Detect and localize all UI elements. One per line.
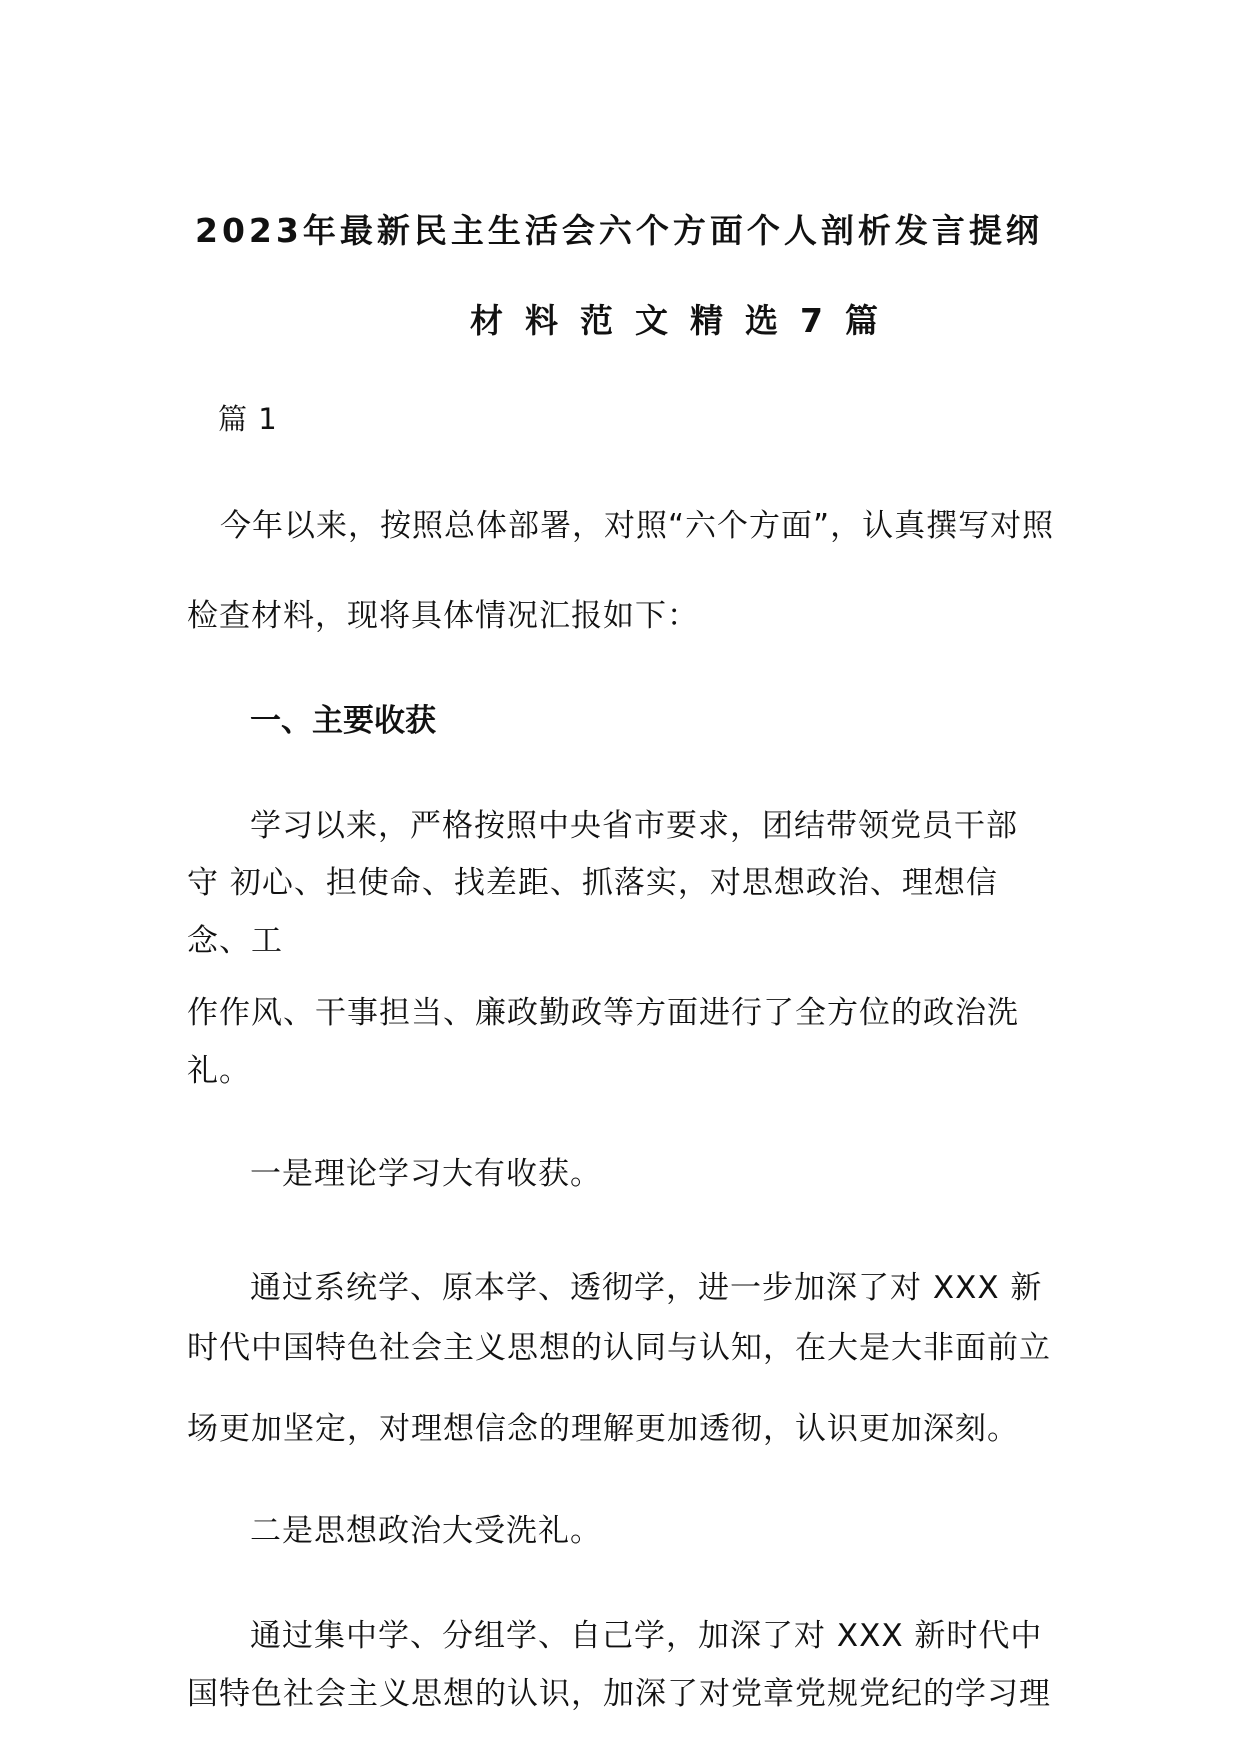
intro-line-2: 检查材料，现将具体情况汇报如下： bbox=[187, 598, 699, 634]
para3-line-2: 国特色社会主义思想的认识，加深了对党章党规党纪的学习理 bbox=[187, 1676, 1051, 1712]
para2-line-2: 时代中国特色社会主义思想的认同与认知，在大是大非面前立 bbox=[187, 1330, 1051, 1366]
point-2: 二是思想政治大受洗礼。 bbox=[250, 1513, 602, 1549]
section-label: 篇 1 bbox=[218, 402, 278, 436]
para1-line-5: 礼。 bbox=[187, 1053, 251, 1089]
document-title-line-2: 材料范文精选7篇 bbox=[470, 301, 900, 340]
intro-line-1: 今年以来，按照总体部署，对照“六个方面”，认真撰写对照 bbox=[220, 508, 1055, 544]
para1-line-4: 作作风、干事担当、廉政勤政等方面进行了全方位的政治洗 bbox=[187, 995, 1019, 1031]
para1-line-3: 念、工 bbox=[187, 923, 283, 959]
heading-main-gains: 一、主要收获 bbox=[250, 703, 436, 739]
para2-line-1: 通过系统学、原本学、透彻学，进一步加深了对 XXX 新 bbox=[250, 1270, 1043, 1306]
para2-line-3: 场更加坚定，对理想信念的理解更加透彻，认识更加深刻。 bbox=[187, 1411, 1019, 1447]
para1-line-2: 守 初心、担使命、找差距、抓落实，对思想政治、理想信 bbox=[187, 865, 998, 901]
point-1: 一是理论学习大有收获。 bbox=[250, 1156, 602, 1192]
para3-line-1: 通过集中学、分组学、自己学，加深了对 XXX 新时代中 bbox=[250, 1618, 1043, 1654]
document-title-line-1: 2023年最新民主生活会六个方面个人剖析发言提纲 bbox=[195, 211, 1043, 250]
para1-line-1: 学习以来，严格按照中央省市要求，团结带领党员干部 bbox=[250, 808, 1018, 844]
